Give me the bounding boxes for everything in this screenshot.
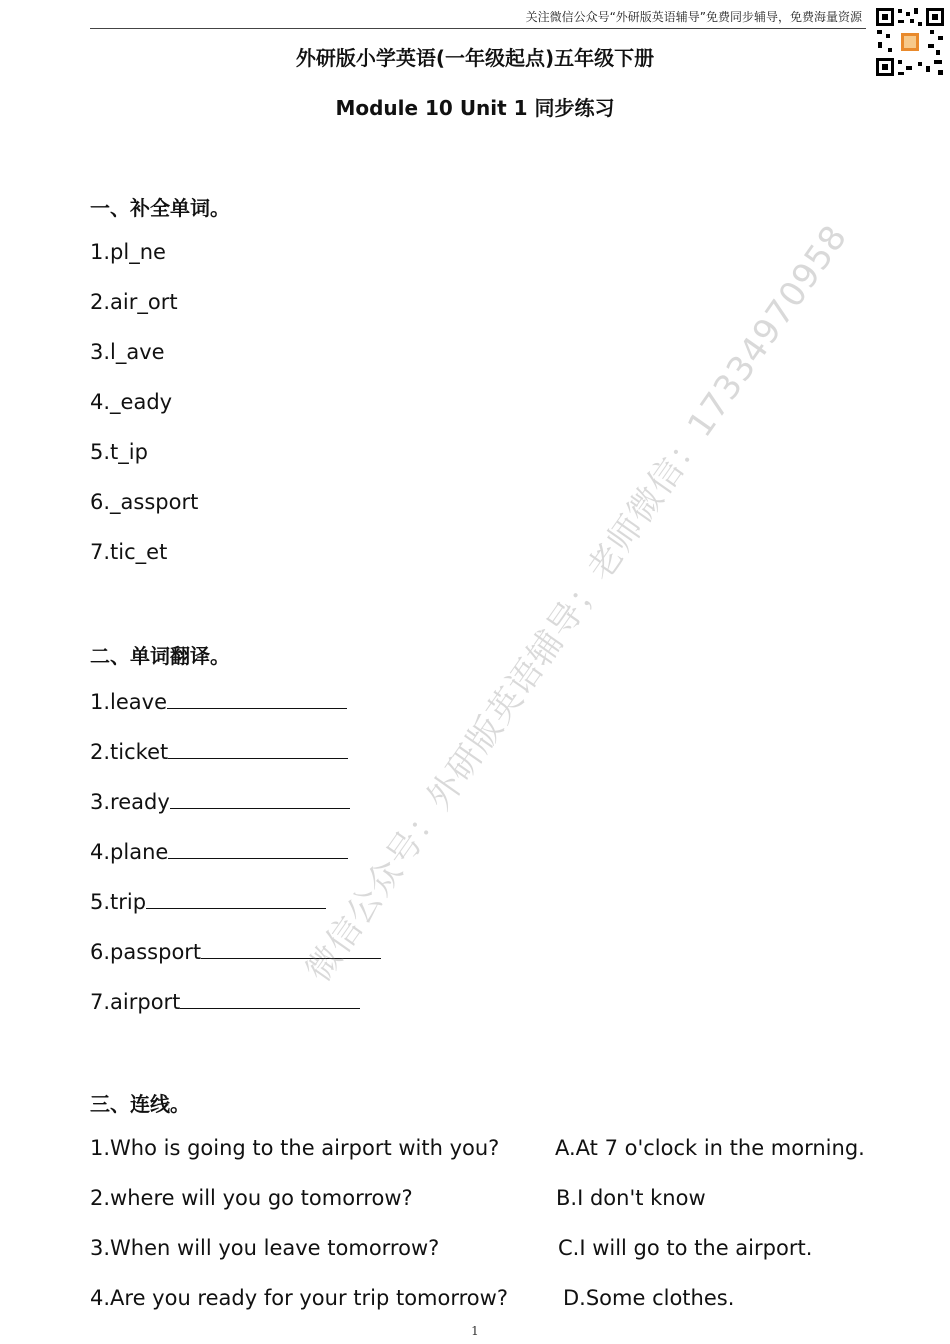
section2-item [90, 838, 348, 864]
answer-blank[interactable] [146, 888, 326, 909]
section1-item: 4._eady [90, 390, 173, 414]
header-note: 关注微信公众号“外研版英语辅导”免费同步辅导，免费海量资源 [525, 10, 862, 24]
section1-item: 3.l_ave [90, 340, 165, 364]
answer-blank[interactable] [170, 788, 350, 809]
answer-blank[interactable] [168, 738, 348, 759]
section1-item: 5.t_ip [90, 440, 148, 464]
section2-item [90, 788, 350, 814]
section2-heading: 二、单词翻译。 [90, 644, 230, 668]
page-number: 1 [471, 1324, 479, 1338]
section2-item [90, 988, 360, 1014]
section2-word: 5.trip [90, 890, 147, 914]
match-answer: C.I will go to the airport. [558, 1236, 813, 1260]
section3-heading: 三、连线。 [90, 1092, 190, 1116]
section2-word: 3.ready [90, 790, 170, 814]
match-question: 3.When will you leave tomorrow? [90, 1236, 440, 1260]
document-subtitle: Module 10 Unit 1 同步练习 [335, 96, 615, 120]
section2-word: 7.airport [90, 990, 181, 1014]
section2-word: 4.plane [90, 840, 169, 864]
section2-item [90, 738, 348, 764]
answer-blank[interactable] [168, 838, 348, 859]
section2-word: 2.ticket [90, 740, 169, 764]
watermark: 微信公众号：外研版英语辅导；老师微信：17334970958 [298, 217, 856, 990]
match-question: 1.Who is going to the airport with you? [90, 1136, 500, 1160]
section1-item: 7.tic_et [90, 540, 168, 564]
match-answer: D.Some clothes. [563, 1286, 735, 1310]
answer-blank[interactable] [180, 988, 360, 1009]
match-question: 4.Are you ready for your trip tomorrow? [90, 1286, 508, 1310]
match-question: 2.where will you go tomorrow? [90, 1186, 413, 1210]
section1-item: 2.air_ort [90, 290, 178, 314]
document-title: 外研版小学英语(一年级起点)五年级下册 [295, 46, 655, 70]
section1-heading: 一、补全单词。 [90, 196, 230, 220]
match-answer: A.At 7 o'clock in the morning. [555, 1136, 865, 1160]
section2-word: 6.passport [90, 940, 202, 964]
section2-word: 1.leave [90, 690, 168, 714]
section1-item: 6._assport [90, 490, 199, 514]
section2-item [90, 688, 347, 714]
section2-item [90, 888, 326, 914]
answer-blank[interactable] [167, 688, 347, 709]
header-rule [90, 28, 866, 29]
section1-item: 1.pl_ne [90, 240, 166, 264]
match-answer: B.I don't know [556, 1186, 706, 1210]
